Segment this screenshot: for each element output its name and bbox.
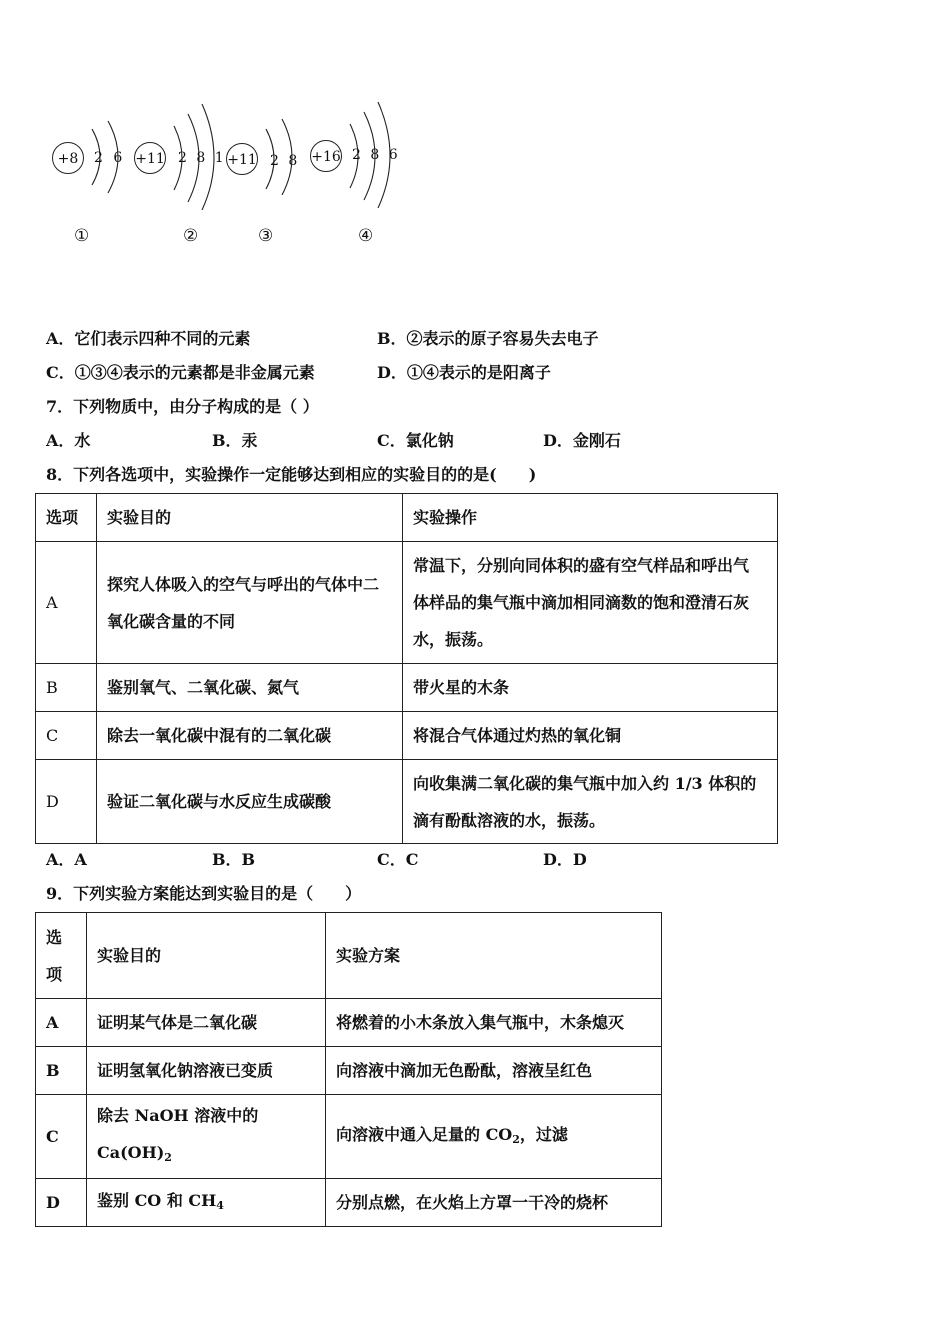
atom-label-4: ④ — [358, 226, 374, 246]
q6-option-c: C．①③④表示的元素都是非金属元素 — [46, 363, 315, 382]
row-option: C — [36, 1095, 87, 1179]
row-goal: 验证二氧化碳与水反应生成碳酸 — [97, 760, 403, 844]
table-row — [36, 999, 662, 1047]
row-goal: 证明氢氧化钠溶液已变质 — [87, 1047, 326, 1095]
goal-formula: Ca(OH) — [97, 1143, 165, 1162]
table-row — [36, 913, 662, 999]
row-operation — [403, 760, 778, 844]
row-option: D — [36, 1179, 87, 1227]
q8-stem: 8．下列各选项中，实验操作一定能够达到相应的实验目的的是( ) — [46, 465, 537, 484]
header-goal: 实验目的 — [87, 913, 326, 999]
table-row — [36, 542, 778, 664]
table-row — [36, 1179, 662, 1227]
row-option: A — [36, 999, 87, 1047]
row-plan: 分别点燃，在火焰上方罩一干冷的烧杯 — [326, 1179, 662, 1227]
row-goal — [97, 542, 403, 664]
goal-formula-subscript: 2 — [164, 1151, 172, 1164]
row-goal: 证明某气体是二氧化碳 — [87, 999, 326, 1047]
atom-diagram-4 — [310, 98, 400, 208]
op-line-1: 常温下，分别向同体积的盛有空气样品和呼出气 — [413, 556, 750, 575]
row-option: C — [36, 712, 97, 760]
electrons-1: 2 6 — [94, 150, 123, 166]
table-row — [36, 664, 778, 712]
plan-subscript: 2 — [512, 1132, 520, 1146]
table-row — [36, 1095, 662, 1179]
table-row — [36, 1047, 662, 1095]
q6-option-d: D．①④表示的是阳离子 — [377, 363, 551, 382]
q8-option-d: D．D — [543, 850, 587, 869]
atom-diagram-3 — [226, 115, 306, 205]
row-plan — [326, 1095, 662, 1179]
q7-option-b: B．汞 — [212, 431, 258, 450]
row-operation: 带火星的木条 — [403, 664, 778, 712]
header-goal: 实验目的 — [97, 494, 403, 542]
q8-table — [35, 493, 778, 844]
row-operation — [403, 542, 778, 664]
goal-line-1: 探究人体吸入的空气与呼出的气体中二 — [107, 574, 380, 594]
header-option-line-1: 选 — [46, 927, 63, 947]
table-row — [36, 494, 778, 542]
atom-diagram-2 — [134, 100, 224, 210]
q7-option-d: D．金刚石 — [543, 431, 621, 450]
q6-option-b: B．②表示的原子容易失去电子 — [377, 329, 599, 348]
nucleus-2: +11 — [134, 142, 166, 174]
op-line-2: 体样品的集气瓶中滴加相同滴数的饱和澄清石灰 — [413, 593, 750, 612]
nucleus-4: +16 — [310, 140, 342, 172]
atom-diagram-1 — [52, 112, 132, 202]
row-option: B — [36, 664, 97, 712]
row-operation: 将混合气体通过灼热的氧化铜 — [403, 712, 778, 760]
q6-option-a: A．它们表示四种不同的元素 — [46, 329, 251, 348]
q8-option-a: A．A — [46, 850, 87, 869]
op-line-3: 水，振荡。 — [413, 630, 494, 649]
q9-table — [35, 912, 662, 1227]
electrons-2: 2 8 1 — [178, 150, 224, 166]
goal-subscript: 4 — [216, 1198, 224, 1212]
row-option: D — [36, 760, 97, 844]
row-option: B — [36, 1047, 87, 1095]
op-line-2: 滴有酚酞溶液的水，振荡。 — [413, 810, 606, 830]
row-goal — [87, 1179, 326, 1227]
row-option: A — [36, 542, 97, 664]
header-option — [36, 913, 87, 999]
q7-option-a: A．水 — [46, 431, 91, 450]
row-goal: 除去一氧化碳中混有的二氧化碳 — [97, 712, 403, 760]
table-row — [36, 760, 778, 844]
plan-text-b: ，过滤 — [519, 1124, 568, 1144]
nucleus-1: +8 — [52, 142, 84, 174]
q7-stem: 7．下列物质中，由分子构成的是（ ） — [46, 397, 319, 416]
q9-stem: 9．下列实验方案能达到实验目的是（ ） — [46, 884, 362, 903]
q7-option-c: C．氯化钠 — [377, 431, 454, 450]
header-option: 选项 — [36, 494, 97, 542]
row-goal — [87, 1095, 326, 1179]
row-plan: 将燃着的小木条放入集气瓶中，木条熄灭 — [326, 999, 662, 1047]
goal-text: 鉴别 CO 和 CH — [97, 1190, 217, 1210]
q8-option-c: C．C — [377, 850, 419, 869]
header-operation: 实验操作 — [403, 494, 778, 542]
atom-label-3: ③ — [258, 226, 274, 246]
table-row — [36, 712, 778, 760]
row-plan: 向溶液中滴加无色酚酞，溶液呈红色 — [326, 1047, 662, 1095]
goal-line-1: 除去 NaOH 溶液中的 — [97, 1106, 259, 1125]
atom-label-1: ① — [74, 226, 90, 246]
header-option-line-2: 项 — [46, 964, 63, 984]
atom-label-2: ② — [183, 226, 199, 246]
goal-line-2: 氧化碳含量的不同 — [107, 611, 236, 631]
header-plan: 实验方案 — [326, 913, 662, 999]
nucleus-3: +11 — [226, 143, 258, 175]
row-goal: 鉴别氧气、二氧化碳、氮气 — [97, 664, 403, 712]
electrons-3: 2 8 — [270, 153, 298, 169]
goal-line-2 — [97, 1134, 315, 1176]
q8-option-b: B．B — [212, 850, 256, 869]
plan-text-a: 向溶液中通入足量的 CO — [336, 1124, 513, 1144]
electrons-4: 2 8 6 — [352, 147, 398, 163]
op-line-1: 向收集满二氧化碳的集气瓶中加入约 1/3 体积的 — [413, 773, 757, 793]
